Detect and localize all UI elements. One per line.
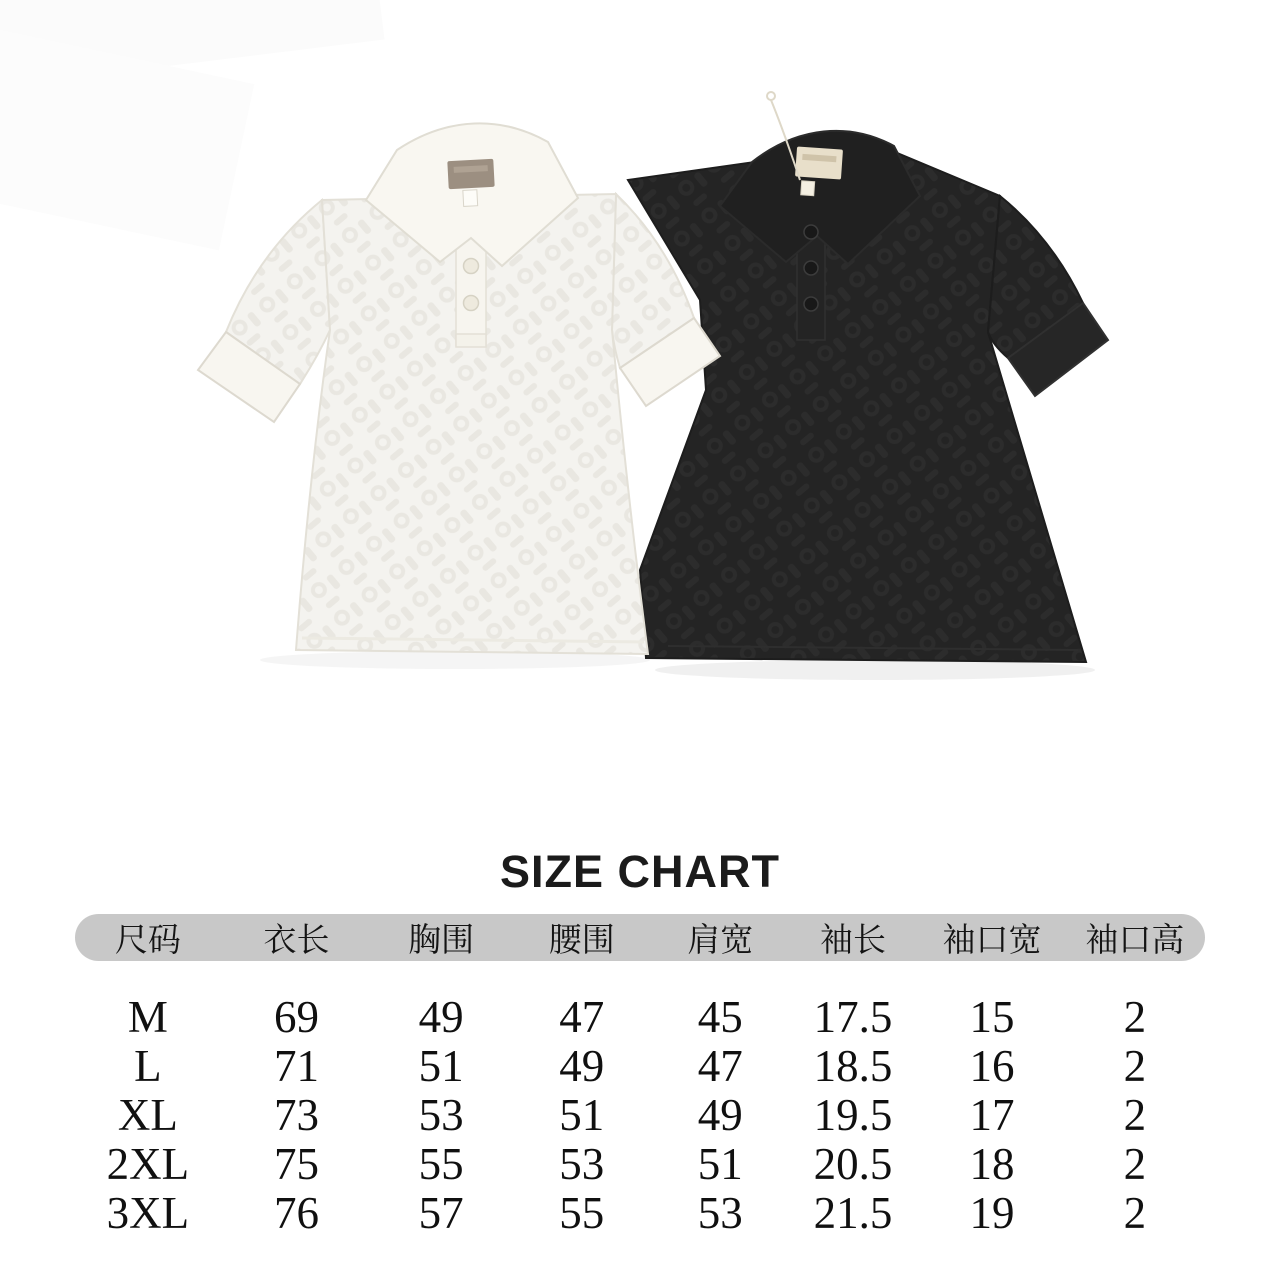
size-row-m [75,992,1205,1041]
value-cell: 47 [697,1040,743,1091]
value-cell: 49 [559,1040,605,1091]
value-cell: 51 [697,1138,743,1189]
value-cell: 51 [418,1040,464,1091]
white-polo-placket-end [456,334,486,347]
value-cell: 53 [418,1089,464,1140]
value-cell: 2 [1123,1187,1147,1238]
black-polo-shadow [655,660,1095,680]
size-row-2xl [75,1139,1205,1188]
col-header-sleeve-length: 袖长 [819,921,886,958]
value-cell: 73 [273,1089,319,1140]
value-cell: 47 [559,991,605,1042]
size-chart-header-row [75,914,1205,961]
value-cell: 21.5 [813,1187,893,1238]
value-cell: 51 [559,1089,605,1140]
value-cell: 18 [969,1138,1015,1189]
value-cell: 76 [273,1187,319,1238]
value-cell: 19 [969,1187,1015,1238]
value-cell: 75 [273,1138,319,1189]
value-cell: 55 [559,1187,605,1238]
value-cell: 49 [697,1089,743,1140]
col-header-chest: 胸围 [408,921,475,958]
size-chart-table [75,992,1205,1237]
value-cell: 19.5 [813,1089,893,1140]
value-cell: 2 [1123,1089,1147,1140]
black-polo-buttons [804,225,818,311]
size-cell: 3XL [106,1187,190,1238]
black-polo-image [628,92,1108,662]
value-cell: 71 [273,1040,319,1091]
value-cell: 57 [418,1187,464,1238]
value-cell: 53 [559,1138,605,1189]
col-header-cuff-height: 袖口高 [1085,921,1185,958]
value-cell: 45 [697,991,743,1042]
value-cell: 2 [1123,1040,1147,1091]
size-row-l [75,1041,1205,1090]
value-cell: 18.5 [813,1040,893,1091]
value-cell: 20.5 [813,1138,893,1189]
white-polo-placket [456,236,486,346]
size-chart-title: SIZE CHART [500,846,780,897]
size-row-xl [75,1090,1205,1139]
size-cell: 2XL [106,1138,190,1189]
value-cell: 17.5 [813,991,893,1042]
value-cell: 55 [418,1138,464,1189]
value-cell: 53 [697,1187,743,1238]
col-header-garment-length: 衣长 [263,921,330,958]
size-cell: XL [117,1089,178,1140]
col-header-waist: 腰围 [548,921,615,958]
col-header-cuff-width: 袖口宽 [942,921,1042,958]
value-cell: 17 [969,1089,1015,1140]
value-cell: 16 [969,1040,1015,1091]
size-cell: M [127,991,168,1042]
col-header-size: 尺码 [114,921,181,958]
value-cell: 2 [1123,991,1147,1042]
value-cell: 2 [1123,1138,1147,1189]
value-cell: 15 [969,991,1015,1042]
size-cell: L [134,1040,162,1091]
col-header-shoulder: 肩宽 [687,921,754,958]
value-cell: 49 [418,991,464,1042]
size-row-3xl [75,1188,1205,1237]
value-cell: 69 [273,991,319,1042]
